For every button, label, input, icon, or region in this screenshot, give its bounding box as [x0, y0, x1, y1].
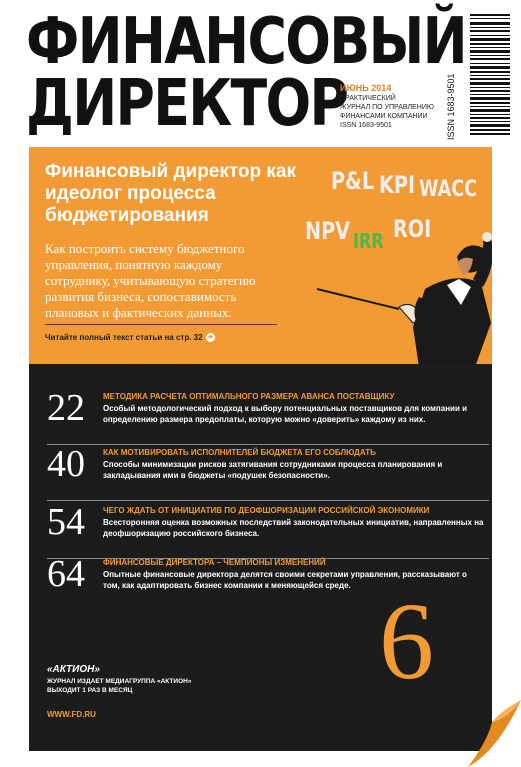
conductor-illustration-icon: [307, 227, 492, 364]
lead-read-more-link[interactable]: [45, 333, 215, 342]
contents-section: [29, 364, 492, 751]
lead-divider: [45, 324, 277, 325]
term-npv: NPV: [305, 217, 350, 245]
article-heading: ЧЕГО ЖДАТЬ ОТ ИНИЦИАТИВ ПО ДЕОФШОРИЗАЦИИ РОССИЙСКОЙ ЭКОНОМИКИ: [103, 506, 430, 515]
masthead-line-1: ФИНАНСОВЫЙ: [26, 5, 466, 79]
tagline-4: ISSN 1683-9501: [340, 122, 392, 129]
term-wacc: WACC: [419, 177, 478, 202]
article-summary: Всесторонняя оценка возможных последствий законодательных инициатив, направленных на деофшоризацию российского бизнеса.: [103, 518, 484, 538]
masthead-line-2: ДИРЕКТОР: [26, 67, 348, 141]
website-link[interactable]: WWW.FD.RU: [47, 710, 96, 719]
article-heading: ФИНАНСОВЫЕ ДИРЕКТОРА – ЧЕМПИОНЫ ИЗМЕНЕНИЙ: [103, 558, 326, 567]
article-heading: КАК МОТИВИРОВАТЬ ИСПОЛНИТЕЛЕЙ БЮДЖЕТА ЕГО СОБЛЮДАТЬ: [103, 448, 376, 457]
lead-story: [29, 147, 492, 364]
tagline-1: ПРАКТИЧЕСКИЙ: [340, 95, 396, 102]
publisher-block: [47, 664, 247, 695]
issue-info: [340, 84, 450, 130]
term-kpi: KPI: [379, 171, 416, 199]
isbn-label: ISSN 1683-9501: [446, 73, 456, 140]
article-item[interactable]: [47, 501, 487, 562]
article-divider: [47, 444, 489, 445]
article-heading: МЕТОДИКА РАСЧЕТА ОПТИМАЛЬНОГО РАЗМЕРА АВАНСА ПОСТАВЩИКУ: [103, 392, 395, 401]
article-page-number: 22: [47, 387, 85, 429]
tagline-3: ФИНАНСАМИ КОМПАНИИ: [340, 113, 428, 120]
term-pl: P&L: [331, 167, 375, 195]
article-page-number: 64: [47, 553, 85, 595]
term-roi: ROI: [393, 215, 432, 243]
tagline-2: ЖУРНАЛ ПО УПРАВЛЕНИЮ: [340, 104, 434, 111]
publisher-line-1: ЖУРНАЛ ИЗДАЕТ МЕДИАГРУППА «АКТИОН»: [47, 678, 192, 685]
lead-link-text: Читайте полный текст статьи на стр. 32: [45, 333, 203, 342]
lead-title: Финансовый директор как идеолог процесса бюджетирования: [45, 161, 297, 226]
page-curl-icon: [468, 700, 521, 767]
article-item[interactable]: [47, 443, 487, 504]
article-summary: Опытные финансовые директора делятся своими секретами управления, рассказывают о том, как адаптировать бизнес компании к меняющейся среде.: [103, 570, 467, 590]
arrow-right-icon: ➜: [207, 334, 214, 342]
barcode-icon: [462, 10, 510, 140]
publisher-line-2: ВЫХОДИТ 1 РАЗ В МЕСЯЦ: [47, 687, 133, 694]
lead-subtitle: Как построить систему бюджетного управления, понятную каждому сотруднику, учитывающую стратегию развития бизнеса, сопоставимость плановых и фактических данных.: [45, 241, 256, 320]
article-item[interactable]: [47, 387, 487, 448]
article-divider: [47, 500, 489, 501]
term-irr: IRR: [353, 229, 384, 253]
article-summary: Способы минимизации рисков затягивания сотрудниками процесса планирования и закладывания ими в бюджеты «подушек безопасности».: [103, 460, 443, 480]
article-page-number: 40: [47, 443, 85, 485]
publisher-logo: «АКТИОН»: [47, 664, 100, 675]
article-summary: Особый методологический подход к выбору потенциальных поставщиков для компании и определению размера предоплаты, которую можно «доверить» каждому из них.: [103, 404, 468, 424]
issue-number: 6: [379, 580, 434, 702]
article-page-number: 54: [47, 501, 85, 543]
issue-date: ИЮНЬ 2014: [340, 83, 392, 93]
